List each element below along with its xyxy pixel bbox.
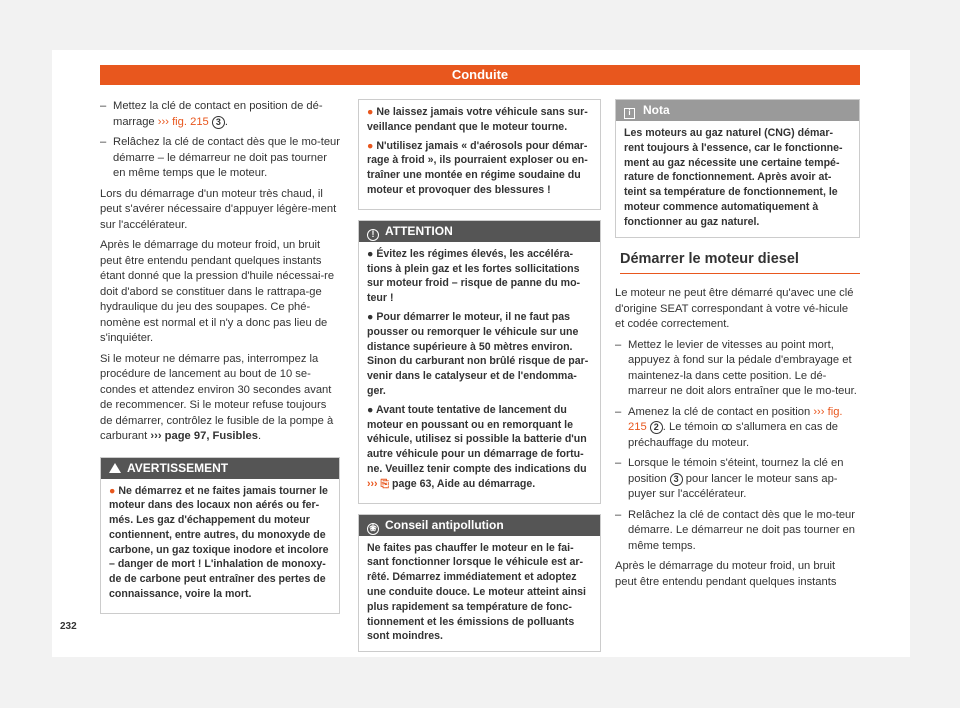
figure-link[interactable]: ››› fig. 215 bbox=[157, 115, 209, 128]
attention-box bbox=[358, 220, 601, 504]
attention-item: ● Évitez les régimes élevés, les accéléra-tions à plein gaz et les fortes sollicitations sur moteur froid – risque de panne du mo-teur ! bbox=[367, 247, 581, 305]
note-box bbox=[615, 99, 860, 238]
jump-start-link[interactable]: page 63, Aide au démarrage. bbox=[389, 477, 536, 490]
warning-continued-box bbox=[358, 99, 601, 210]
attention-item: ● Avant toute tentative de lancement du moteur en poussant ou en remorquant le véhicule, utilisez si possible la batterie d'un autre véhicule pour un démarrage de fortu-ne. Veuillez tenir compte des indications du ››› ⎘ page 63, Aide au démarrage. bbox=[367, 403, 587, 490]
info-icon: i bbox=[624, 108, 635, 119]
column-left bbox=[100, 99, 340, 622]
leaf-icon: ❀ bbox=[367, 523, 379, 535]
glow-plug-icon: ꝏ bbox=[721, 421, 733, 434]
position-number: 2 bbox=[650, 421, 663, 434]
step-start-position: – Mettez la clé de contact en position de dé-marrage ››› fig. 215 3 . bbox=[100, 99, 340, 130]
eco-tip-box bbox=[358, 514, 601, 653]
figure-link[interactable]: ››› fig. 215 bbox=[628, 405, 843, 434]
position-number: 3 bbox=[670, 473, 683, 486]
step-crank: – Lorsque le témoin s'éteint, tournez la clé en position 3 pour lancer le moteur sans ap-puyer sur l'accélérateur. bbox=[615, 456, 860, 503]
position-number: 3 bbox=[212, 116, 225, 129]
warning-box bbox=[100, 457, 340, 614]
step-release-key: – Relâchez la clé de contact dès que le mo-teur démarre. Le démarreur ne doit pas tourner en même temps. bbox=[615, 508, 860, 555]
attention-item: ● Pour démarrer le moteur, il ne faut pas pousser ou remorquer le véhicule sur une distance supérieure à 50 mètres environ. Sinon du carburant non brûlé risque de par-venir dans le catalyseur et de l'endomma-ger. bbox=[367, 310, 589, 397]
column-right bbox=[615, 99, 860, 595]
step-release-key: – Relâchez la clé de contact dès que le mo-teur démarre – le démarreur ne doit pas tourner en même temps que le moteur. bbox=[100, 135, 340, 182]
warning-triangle-icon bbox=[109, 463, 121, 473]
link-arrows[interactable]: ››› bbox=[367, 477, 378, 490]
column-middle bbox=[358, 99, 601, 660]
warning-item: ● Ne laissez jamais votre véhicule sans sur-veillance pendant que le moteur tourne. bbox=[367, 106, 588, 133]
note-body: Les moteurs au gaz naturel (CNG) démar-rent toujours à l'essence, car le fonctionne-ment au gaz nécessite une certaine tempé-rature de fonctionnement. Après avoir at-teint sa température de fonctionnement, le moteur commence automatiquement à fonctionner au gaz naturel. bbox=[624, 127, 843, 228]
cold-engine-paragraph: Après le démarrage du moteur froid, un bruit peut être entendu pendant quelques instants étant donné que la pression d'huile nécessai-re doit d'abord se constituer dans le rattrapa-ge hydraulique du jeu des soupapes. Ce phé-nomène est normal et il n'y a donc pas lieu de s'inquiéter. bbox=[100, 239, 335, 344]
hot-engine-paragraph: Lors du démarrage d'un moteur très chaud, il peut s'avérer nécessaire d'appuyer légère-ment sur l'accélérateur. bbox=[100, 187, 337, 231]
diesel-intro: Le moteur ne peut être démarré qu'avec une clé d'origine SEAT correspondant à votre vé-hicule et codée correctement. bbox=[615, 287, 854, 331]
eco-tip-header: ❀ Conseil antipollution bbox=[359, 515, 600, 536]
warning-item: ● N'utilisez jamais « d'aérosols pour démar-rage à froid », ils pourraient exploser ou en-traîner une montée en régime soudaine du moteur et provoquer des blessures ! bbox=[367, 139, 588, 196]
chapter-header: Conduite bbox=[100, 65, 860, 85]
warning-item: ● Ne démarrez et ne faites jamais tourner le moteur dans des locaux non aérés ou fer-més. Les gaz d'échappement du moteur contiennent, entre autres, du monoxyde de carbone, un gaz toxique inodore et incolore – danger de mort ! L'inhalation de monoxy-de de carbone peut entraîner des pertes de connaissance, voire la mort. bbox=[109, 484, 329, 601]
book-icon: ⎘ bbox=[380, 477, 390, 490]
cold-start-noise-paragraph: Après le démarrage du moteur froid, un bruit peut être entendu pendant quelques instants bbox=[615, 560, 837, 588]
note-header: i Nota bbox=[616, 100, 859, 121]
eco-tip-body: Ne faites pas chauffer le moteur en le fai-sant fonctionner lorsque le véhicule est ar-rêté. Démarrez immédiatement et adoptez une conduite douce. Le moteur atteint ainsi plus rapidement sa température de fonc-tionnement et les émissions de polluants sont moindres. bbox=[367, 541, 586, 643]
step-neutral: – Mettez le levier de vitesses au point mort, appuyez à fond sur la pédale d'embrayage et maintenez-la dans cette position. Le dé-marreur ne doit alors entraîner que le mo-teur. bbox=[615, 338, 860, 400]
page-number: 232 bbox=[60, 621, 77, 632]
warning-header: AVERTISSEMENT bbox=[101, 458, 339, 479]
section-heading: Démarrer le moteur diesel bbox=[620, 252, 860, 275]
step-preheat: – Amenez la clé de contact en position ››› fig. 215 2 . Le témoin ꝏ s'allumera en cas de préchauffage du moteur. bbox=[615, 405, 860, 452]
fuses-link[interactable]: ››› page 97, Fusibles bbox=[150, 430, 258, 442]
attention-header: ! ATTENTION bbox=[359, 221, 600, 242]
info-circle-icon: ! bbox=[367, 229, 379, 241]
no-start-paragraph: Si le moteur ne démarre pas, interrompez la procédure de lancement au bout de 10 se-condes et attendez environ 30 secondes avant de recommencer. Si le moteur refuse toujours de démarrer, contrôlez le fusible de la pompe à carburant ››› page 97, Fusibles. bbox=[100, 352, 334, 442]
